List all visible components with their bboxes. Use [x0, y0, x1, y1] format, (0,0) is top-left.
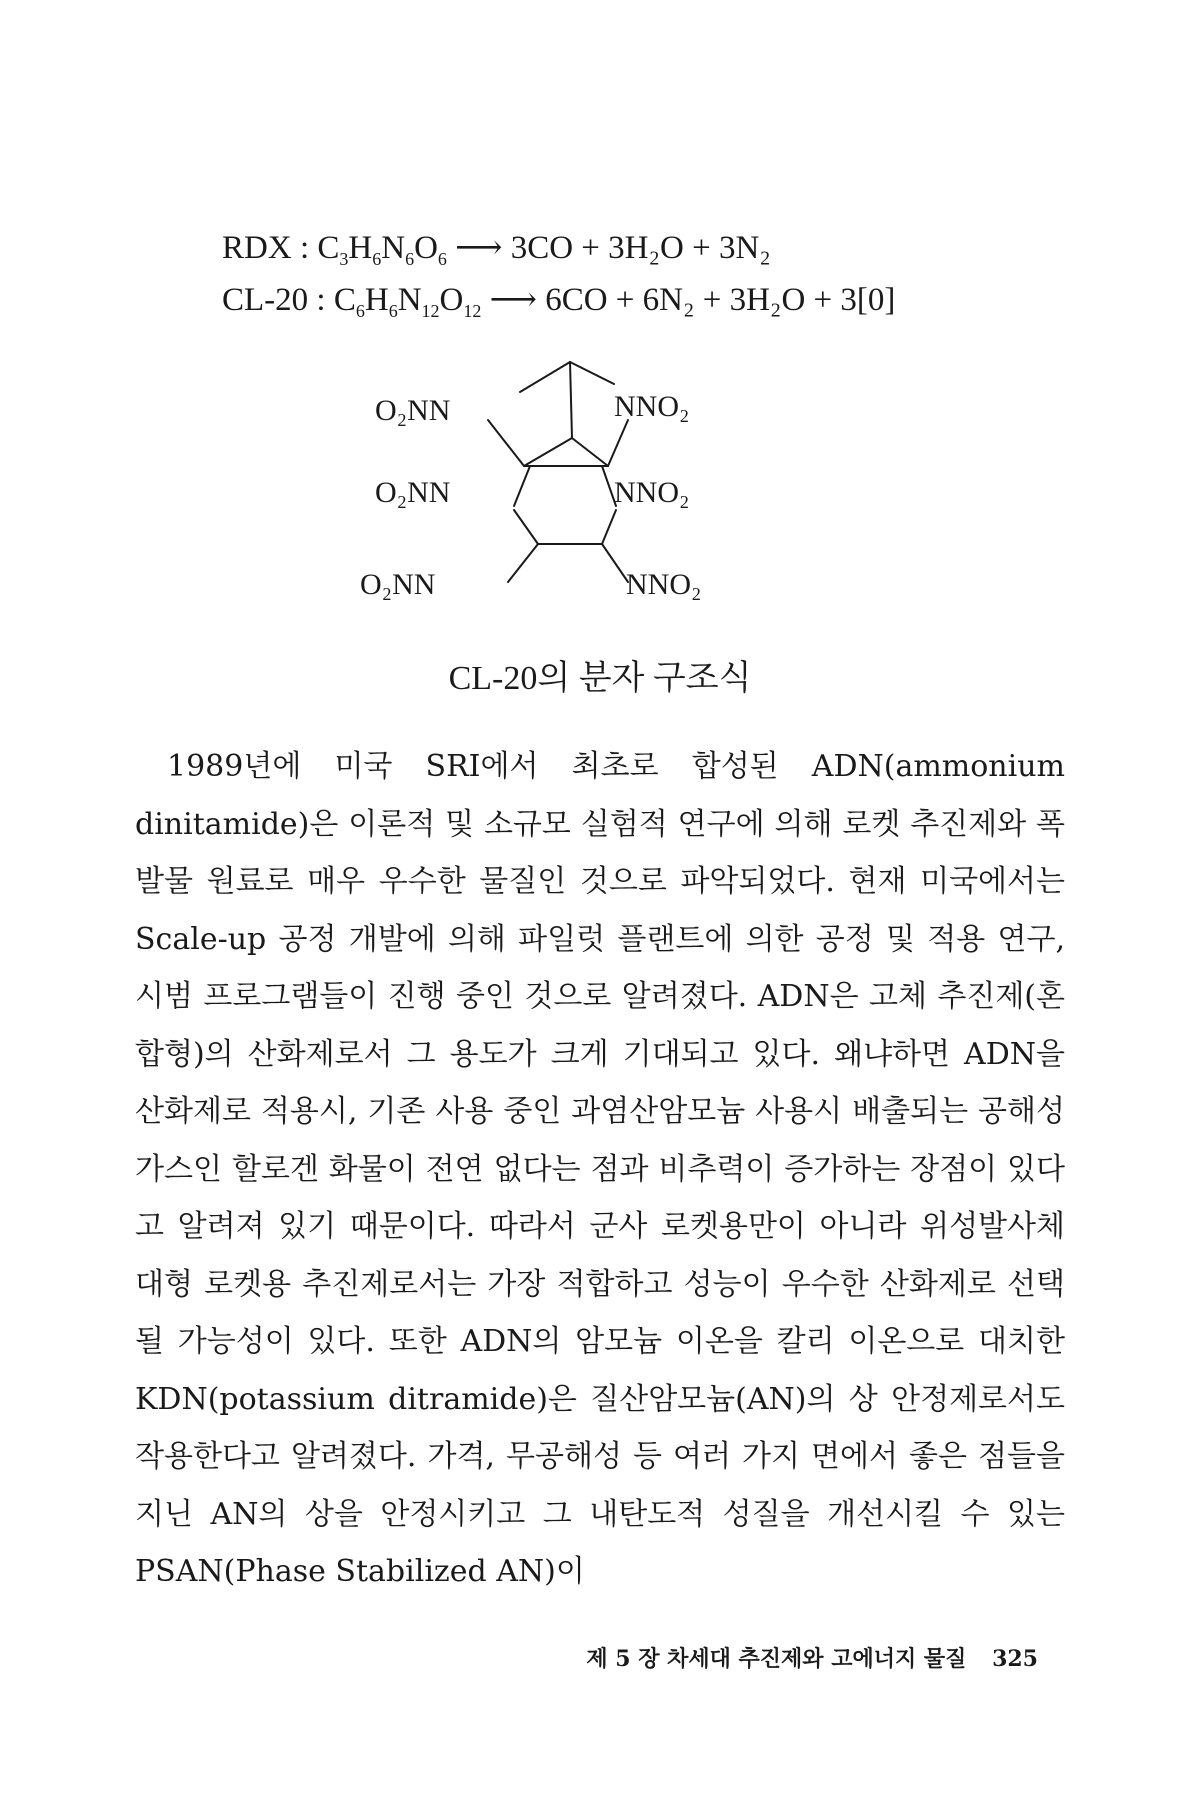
- reaction-arrow-icon: ⟶: [455, 230, 503, 266]
- chapter-title: 제 5 장 차세대 추진제와 고에너지 물질: [586, 1646, 967, 1672]
- cl20-structure-diagram: [360, 360, 840, 660]
- rdx-formula: $C_3H_6N_6O_6$: [317, 230, 447, 269]
- body-text: [135, 738, 1065, 1601]
- cl20-equation: CL-20 : $C_6H_6N_{12}O_{12}$ ⟶ 6CO + 6N₂ + 3H₂O + 3[0]: [222, 282, 896, 321]
- nitroamine-group-right-3: NNO₂: [626, 568, 702, 601]
- cl20-label: CL-20: [222, 282, 309, 318]
- page-footer: [586, 1642, 1038, 1673]
- nitroamine-group-left-2: O₂NN: [375, 476, 451, 509]
- rdx-label: RDX: [222, 230, 292, 266]
- cl20-formula: $C_6H_6N_{12}O_{12}$: [333, 282, 482, 321]
- rdx-products: 3CO + 3H₂O + 3N₂: [510, 230, 771, 266]
- rdx-equation: RDX : $C_3H_6N_6O_6$ ⟶ 3CO + 3H₂O + 3N₂: [222, 230, 771, 269]
- cl20-products: 6CO + 6N₂ + 3H₂O + 3[0]: [545, 282, 896, 318]
- nitroamine-group-right-2: NNO₂: [614, 476, 690, 509]
- page-number: 325: [992, 1646, 1038, 1672]
- body-paragraph: 1989년에 미국 SRI에서 최초로 합성된 ADN(ammonium dinitamide)은 이론적 및 소규모 실험적 연구에 의해 로켓 추진제와 폭발물 원료로 매우 우수한 물질인 것으로 파악되었다. 현재 미국에서는 Scale-up 공정 개발에 의해 파일럿 플랜트에 의한 공정 및 적용 연구, 시범 프로그램들이 진행 중인 것으로 알려졌다. ADN은 고체 추진제(혼합형)의 산화제로서 그 용도가 크게 기대되고 있다. 왜냐하면 ADN을 산화제로 적용시, 기존 사용 중인 과염산암모늄 사용시 배출되는 공해성 가스인 할로겐 화물이 전연 없다는 점과 비추력이 증가하는 장점이 있다고 알려져 있기 때문이다. 따라서 군사 로켓용만이 아니라 위성발사체 대형 로켓용 추진제로서는 가장 적합하고 성능이 우수한 산화제로 선택될 가능성이 있다. 또한 ADN의 암모늄 이온을 칼리 이온으로 대치한 KDN(potassium ditramide)은 질산암모늄(AN)의 상 안정제로서도 작용한다고 알려졌다. 가격, 무공해성 등 여러 가지 면에서 좋은 점들을 지닌 AN의 상을 안정시키고 그 내탄도적 성질을 개선시킬 수 있는 PSAN(Phase Stabilized AN)이: [135, 749, 1065, 1589]
- nitroamine-group-left-3: O₂NN: [360, 568, 436, 601]
- reaction-equations: [222, 222, 1122, 326]
- nitroamine-group-left-1: O₂NN: [375, 394, 451, 427]
- reaction-arrow-icon: ⟶: [489, 282, 537, 318]
- figure-caption: CL-20의 분자 구조식: [448, 660, 752, 697]
- nitroamine-group-right-1: NNO₂: [614, 390, 690, 423]
